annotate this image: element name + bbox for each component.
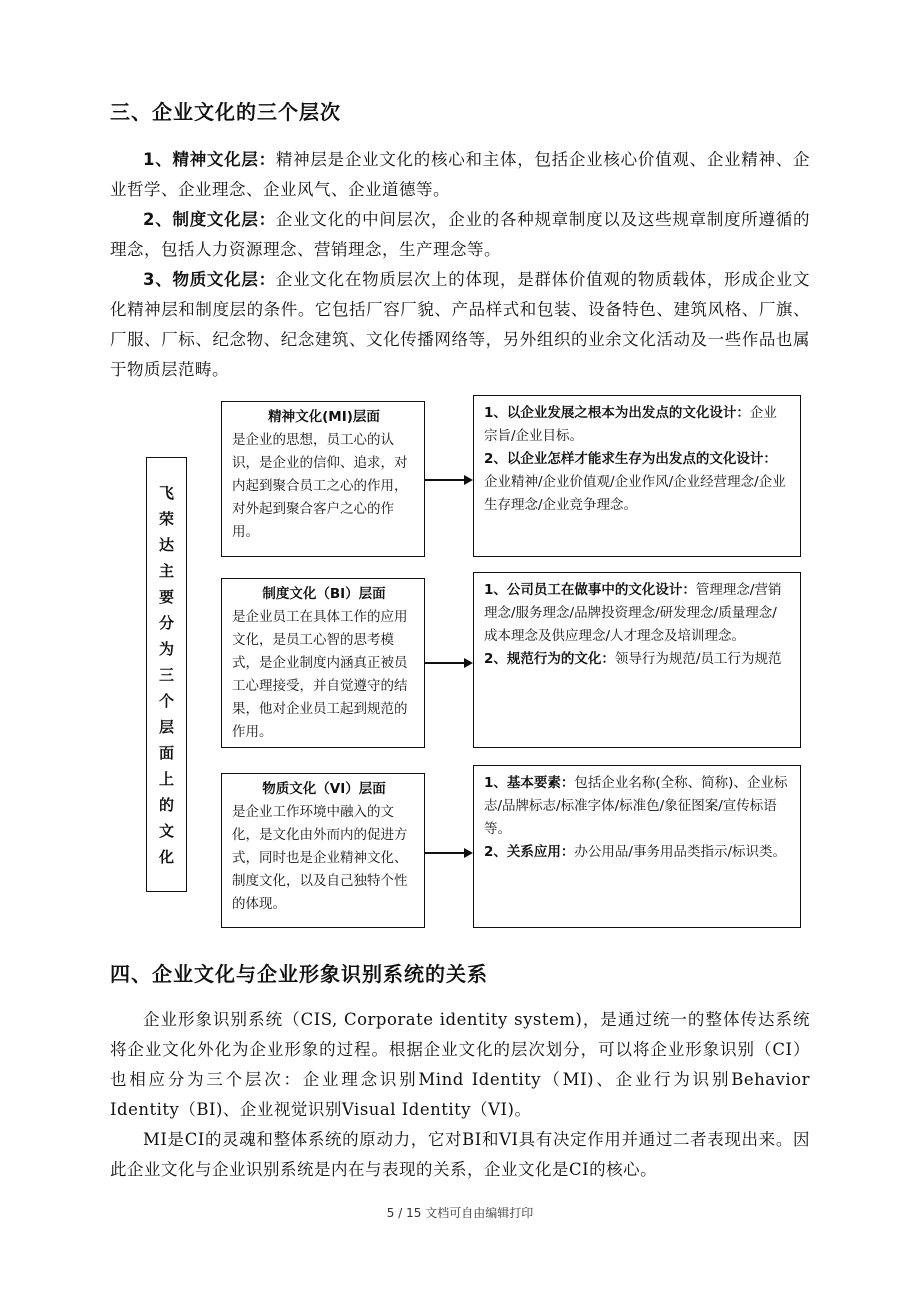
design-item-text: 企业宗旨/企业目标。 bbox=[484, 405, 777, 444]
design-item bbox=[484, 579, 790, 648]
design-item-lead: 2、规范行为的文化： bbox=[484, 651, 615, 667]
box-title: 物质文化（VI）层面 bbox=[262, 781, 386, 797]
section-3-heading: 三、企业文化的三个层次 bbox=[110, 100, 341, 124]
design-item-text: 包括企业名称(全称、简称)、企业标志/品牌标志/标准字体/标准色/象征图案/宣传标语等。 bbox=[484, 775, 788, 837]
item-text: 企业文化的中间层次，企业的各种规章制度以及这些规章制度所遵循的理念，包括人力资源理念、营销理念，生产理念等。 bbox=[110, 210, 811, 259]
box-title: 制度文化（BI）层面 bbox=[262, 586, 386, 602]
design-item-text: 管理理念/营销理念/服务理念/品牌投资理念/研发理念/质量理念/成本理念及供应理念/人才理念及培训理念。 bbox=[484, 582, 782, 644]
vertical-char: 荣 bbox=[158, 509, 174, 528]
design-item-lead: 1、公司员工在做事中的文化设计： bbox=[484, 582, 696, 598]
design-item-text: 办公用品/事务用品类指示/标识类。 bbox=[574, 844, 787, 860]
vertical-char: 个 bbox=[158, 691, 174, 710]
vertical-char: 三 bbox=[158, 665, 174, 684]
vertical-char: 要 bbox=[158, 587, 174, 606]
box-text: 是企业员工在具体工作的应用文化，是员工心智的思考模式，是企业制度内涵真正被员工心理接受，并自觉遵守的结果，他对企业员工起到规范的作用。 bbox=[232, 609, 408, 740]
design-item-lead: 2、以企业怎样才能求生存为出发点的文化设计： bbox=[484, 451, 777, 467]
vi-layer-box bbox=[221, 773, 425, 928]
bi-layer-box bbox=[221, 578, 425, 748]
vertical-char: 飞 bbox=[158, 483, 174, 502]
item-text: 精神层是企业文化的核心和主体，包括企业核心价值观、企业精神、企业哲学、企业理念、企业风气、企业道德等。 bbox=[110, 150, 811, 199]
vi-design-box bbox=[473, 765, 801, 928]
vertical-char: 上 bbox=[158, 769, 174, 788]
box-text: 是企业的思想，员工心的认识，是企业的信仰、追求，对内起到聚合员工之心的作用，对外起到聚合客户之心的作用。 bbox=[232, 432, 408, 540]
design-item bbox=[484, 448, 790, 517]
design-item bbox=[484, 841, 790, 864]
design-item bbox=[484, 772, 790, 841]
box-text: 是企业工作环境中融入的文化，是文化由外而内的促进方式，同时也是企业精神文化、制度文化，以及自己独特个性的体现。 bbox=[232, 804, 408, 912]
design-item-text: 领导行为规范/员工行为规范 bbox=[614, 651, 782, 667]
vertical-char: 为 bbox=[158, 639, 174, 658]
vertical-char: 层 bbox=[158, 717, 174, 736]
arrow-right-icon bbox=[425, 846, 473, 860]
design-item-lead: 1、基本要素： bbox=[484, 775, 575, 791]
design-item-lead: 2、关系应用： bbox=[484, 844, 575, 860]
page-footer bbox=[0, 1204, 920, 1221]
paragraph-mi-core: MI是CI的灵魂和整体系统的原动力，它对BI和VI具有决定作用并通过二者表现出来。因此企业文化与企业识别系统是内在与表现的关系，企业文化是CI的核心。 bbox=[110, 1130, 810, 1179]
arrow-right-icon bbox=[425, 656, 473, 670]
item-label: 2、制度文化层： bbox=[143, 210, 276, 229]
paragraph-institutional-layer bbox=[110, 205, 810, 265]
vertical-label-box bbox=[146, 457, 187, 892]
vertical-char: 化 bbox=[158, 847, 174, 866]
paragraph-cis-intro: 企业形象识别系统（CIS, Corporate identity system)，是通过统一的整体传达系统将企业文化外化为企业形象的过程。根据企业文化的层次划分，可以将企业形象识别（CI）也相应分为三个层次：企业理念识别Mind Identity（MI)、企业行为识别Behavior Identity（BI)、企业视觉识别Visual Identity（VI)。 bbox=[110, 1010, 810, 1119]
vertical-char: 主 bbox=[158, 561, 174, 580]
design-item-text: 企业精神/企业价值观/企业作风/企业经营理念/企业生存理念/企业竞争理念。 bbox=[484, 474, 786, 513]
box-title: 精神文化(MI)层面 bbox=[268, 409, 380, 425]
section-4-heading: 四、企业文化与企业形象识别系统的关系 bbox=[110, 962, 488, 986]
arrow-right-icon bbox=[425, 473, 473, 487]
vertical-char: 的 bbox=[158, 795, 174, 814]
design-item bbox=[484, 648, 790, 671]
footer-note: 文档可自由编辑打印 bbox=[425, 1206, 534, 1220]
vertical-char: 达 bbox=[158, 535, 174, 554]
bi-design-box bbox=[473, 572, 801, 748]
vertical-char: 面 bbox=[158, 743, 174, 762]
item-label: 3、物质文化层： bbox=[143, 270, 276, 289]
page-number: 5 / 15 bbox=[386, 1206, 422, 1220]
item-text: 企业文化在物质层次上的体现，是群体价值观的物质载体，形成企业文化精神层和制度层的条件。它包括厂容厂貌、产品样式和包装、设备特色、建筑风格、厂旗、厂服、厂标、纪念物、纪念建筑、文化传播网络等，另外组织的业余文化活动及一些作品也属于物质层范畴。 bbox=[110, 270, 811, 379]
mi-layer-box bbox=[221, 401, 425, 557]
vertical-char: 文 bbox=[158, 821, 174, 840]
paragraph-spiritual-layer bbox=[110, 145, 810, 205]
paragraph-material-layer bbox=[110, 265, 810, 385]
mi-design-box bbox=[473, 395, 801, 557]
vertical-char: 分 bbox=[158, 613, 174, 632]
design-item-lead: 1、以企业发展之根本为出发点的文化设计： bbox=[484, 405, 750, 421]
item-label: 1、精神文化层： bbox=[143, 150, 276, 169]
design-item bbox=[484, 402, 790, 448]
